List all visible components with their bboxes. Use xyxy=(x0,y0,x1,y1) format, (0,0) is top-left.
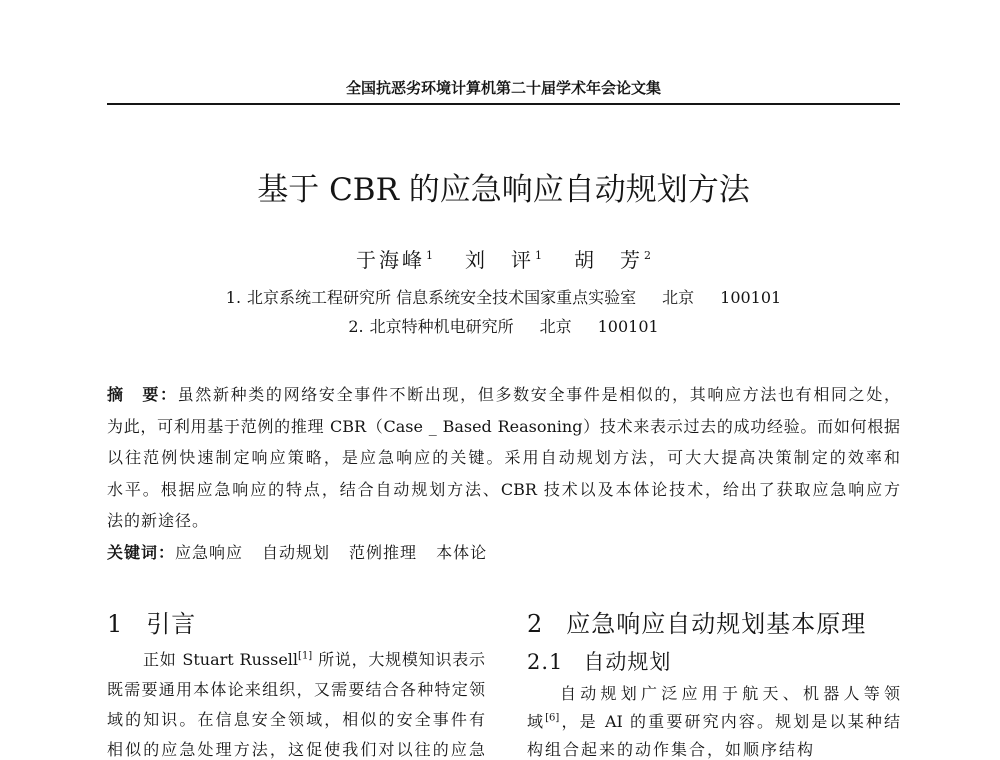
keyword: 范例推理 xyxy=(349,542,418,562)
keyword: 应急响应 xyxy=(175,542,244,562)
subsection-heading xyxy=(527,649,900,675)
abstract xyxy=(107,379,900,568)
keywords-label: 关键词： xyxy=(107,542,176,562)
abstract-line: 法的新途径。 xyxy=(107,511,210,530)
abstract-line: 为此，可利用基于范例的推理 CBR（Case _ Based Reasoning）技术来表示过去的成功经验。而如何根据 xyxy=(107,416,900,436)
affiliation-index: 2. xyxy=(348,317,364,336)
affiliation-index: 1. xyxy=(225,288,242,307)
abstract-line xyxy=(107,379,900,411)
author xyxy=(574,247,651,273)
subsection-title: 自动规划 xyxy=(583,650,672,674)
affiliation-mark: 2 xyxy=(644,249,651,263)
keyword: 本体论 xyxy=(436,542,488,562)
body-text: 正如 Stuart Russell xyxy=(143,650,299,669)
body-line: 自动规划广泛应用于航天、机器人等领 xyxy=(560,684,900,703)
affiliation-postcode: 100101 xyxy=(597,317,659,336)
running-header: 全国抗恶劣环境计算机第二十届学术年会论文集 xyxy=(345,79,661,97)
affiliation-mark: 1 xyxy=(535,249,542,263)
body-text: 域 xyxy=(527,712,546,731)
subsection-number: 2.1 xyxy=(527,650,564,674)
body-text: 所说，大规模知识表示 xyxy=(312,650,485,669)
affiliation-organization: 北京系统工程研究所 信息系统安全技术国家重点实验室 xyxy=(247,288,637,307)
abstract-label: 摘 要： xyxy=(107,385,178,404)
keywords xyxy=(107,537,900,569)
affiliation-postcode: 100101 xyxy=(720,288,782,307)
citation: [6] xyxy=(545,712,560,724)
section-heading xyxy=(107,609,485,639)
affiliation xyxy=(107,317,900,337)
body-line: 域的知识。在信息安全领域，相似的安全事件有 xyxy=(107,710,485,729)
body-line: 既需要通用本体论来组织，又需要结合各种特定领 xyxy=(107,680,485,699)
body-line xyxy=(107,650,485,670)
author-list xyxy=(107,247,900,273)
abstract-line: 水平。根据应急响应的特点，结合自动规划方法、CBR 技术以及本体论技术，给出了获取应急响应方 xyxy=(107,479,900,499)
section-title: 引言 xyxy=(146,610,197,638)
section-heading xyxy=(527,609,900,639)
affiliation xyxy=(107,288,900,308)
paper-title: 基于 CBR 的应急响应自动规划方法 xyxy=(257,172,750,208)
author xyxy=(465,247,542,273)
author-name: 刘 评 xyxy=(465,248,534,272)
affiliation-organization: 北京特种机电研究所 xyxy=(369,317,514,336)
author-name: 于海峰 xyxy=(356,248,425,272)
author-name: 胡 芳 xyxy=(574,248,643,272)
keyword: 自动规划 xyxy=(262,542,331,562)
section-title: 应急响应自动规划基本原理 xyxy=(566,610,867,638)
author xyxy=(356,247,433,273)
section-number: 1 xyxy=(107,610,123,638)
body-line xyxy=(527,712,900,732)
body-text: ，是 AI 的重要研究内容。规划是以某种结 xyxy=(559,712,900,731)
affiliation-city: 北京 xyxy=(662,288,695,307)
affiliation-city: 北京 xyxy=(539,317,572,336)
body-line: 相似的应急处理方法，这促使我们对以往的应急 xyxy=(107,740,485,759)
header-rule xyxy=(107,103,900,105)
section-number: 2 xyxy=(527,610,543,638)
affiliation-mark: 1 xyxy=(426,249,433,263)
abstract-text: 虽然新种类的网络安全事件不断出现，但多数安全事件是相似的，其响应方法也有相同之处， xyxy=(177,385,900,404)
abstract-line: 以往范例快速制定响应策略，是应急响应的关键。采用自动规划方法，可大大提高决策制定的效率和 xyxy=(107,448,900,467)
body-line: 构组合起来的动作集合，如顺序结构 xyxy=(527,740,816,759)
citation: [1] xyxy=(298,650,313,662)
